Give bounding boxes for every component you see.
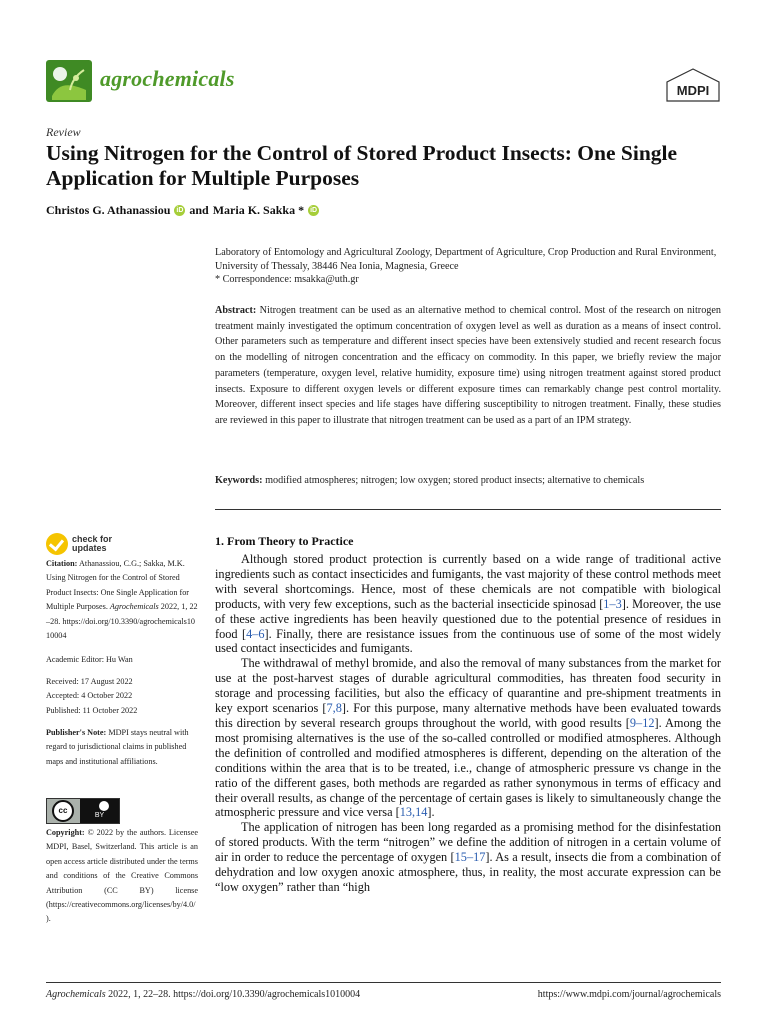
correspondence: * Correspondence: msakka@uth.gr <box>215 274 359 285</box>
abstract-text: Nitrogen treatment can be used as an alternative method to chemical control. Most of the research on nitrogen treatment mainly investigated the optimum concentration of oxygen level as well as duration as a means of insect control. Other parameters such as temperature and different insect species have been extensively studied and recent research focus on the modelling of nitrogen concentration and the efficacy on commodity. In this paper, we briefly review the major parameters (temperature, oxygen level, relative humidity, exposure time) using nitrogen treatment against stored product insects. Exposure to different oxygen levels or different exposure times can remarkably change pest control mortality. Moreover, different insect species and life stages have differing susceptibility to nitrogen treatment. Finally, these studies are reviewed in this paper to illustrate that nitrogen treatment can be used as a part of an IPM strategy. <box>215 305 721 426</box>
section-heading: 1. From Theory to Practice <box>215 534 354 548</box>
copyright-label: Copyright: <box>46 828 85 837</box>
cc-by-license-badge[interactable] <box>46 798 120 824</box>
check-updates-icon <box>46 533 68 555</box>
check-line1: check for <box>72 534 113 544</box>
body-text <box>215 552 721 895</box>
citation-link[interactable]: 1–3 <box>603 596 622 611</box>
publisher-note <box>46 726 198 769</box>
keywords-text: modified atmospheres; nitrogen; low oxygen; stored product insects; alternative to chemicals <box>265 475 645 486</box>
citation-link[interactable]: 7,8 <box>326 701 342 716</box>
journal-name: agrochemicals <box>100 66 235 91</box>
citation-link[interactable]: 15–17 <box>454 850 486 865</box>
publisher-note-label: Publisher's Note: <box>46 728 107 737</box>
dates-block <box>46 675 198 718</box>
keywords <box>215 474 725 488</box>
footer-divider <box>46 982 721 983</box>
paragraph-3: The application of nitrogen has been long regarded as a promising method for the disinfestation of stored products. With the term “nitrogen” we define the addition of nitrogen in a certain volume of air in order to reduce the percentage of oxygen [15–17]. As a result, insects die from a combination of dehydration and low oxygen anoxic atmosphere, thus, in reality, the most accurate expression can be “low oxygen” rather than “high <box>215 820 721 894</box>
affiliation: Laboratory of Entomology and Agricultural Zoology, Department of Agriculture, Crop Production and Rural Environment, University of Thessaly, 38446 Nea Ionia, Magnesia, Greece <box>215 247 717 272</box>
check-line2: updates <box>72 543 107 553</box>
author-connector: and <box>189 203 209 217</box>
article-type: Review <box>46 125 81 139</box>
affiliation-block <box>215 246 725 287</box>
author-2[interactable]: Maria K. Sakka * <box>212 203 305 217</box>
journal-logo-icon <box>46 60 92 102</box>
footer-journal-url[interactable]: https://www.mdpi.com/journal/agrochemicals <box>537 989 721 1000</box>
cc-icon: cc <box>52 800 74 822</box>
footer-doi[interactable]: 2022, 1, 22–28. https://doi.org/10.3390/agrochemicals1010004 <box>108 989 361 1000</box>
abstract <box>215 303 721 429</box>
keywords-label: Keywords: <box>215 475 263 486</box>
accepted-date: Accepted: 4 October 2022 <box>46 691 133 701</box>
mdpi-logo-icon <box>665 68 721 102</box>
citation-link[interactable]: 4–6 <box>246 626 265 641</box>
paragraph-1: Although stored product protection is currently based on a wide range of traditional active ingredients such as contact insecticides and fumigants, the vast majority of these control methods meet with several shortcomings. Hence, most of these chemicals are not compatible with biological products, with very few exceptions, such as the bacterial insecticide spinosad [1–3]. Moreover, the use of these active ingredients has been heavily questioned due to the potential presence of residues in food [4–6]. Finally, there are resistance issues from the continuous use of some of the most widely used contact insecticides and fumigants. <box>215 552 722 656</box>
svg-text:MDPI: MDPI <box>676 83 710 98</box>
citation-tail[interactable]: 2022, 1, 22–28. https://doi.org/10.3390/agrochemicals1010004 <box>46 602 198 641</box>
paragraph-2: The withdrawal of methyl bromide, and also the removal of many substances from the market for use at the post-harvest stages of durable agricultural commodities, has threaten food security in storage and processing facilities, but also the efficacy of quarantine and pre-shipment treatments in key export scenarios [7,8]. For this purpose, many alternative methods have been evaluated towards this direction by several research groups throughout the world, with good results [9–12]. Among the most promising alternatives is the use of the so-called controlled or modified atmospheres. Although the definition of controlled and modified atmospheres is different, depending on the alteration of the conditions within the area that is to be treated, i.e., change of atmospheric pressure vs change in the ratio of the different gases, both methods are regarded as rather synonymous in terms of efficacy and their overall results, as change of the percentage of certain gases is likely to simultaneously change the atmospheric pressure and vice versa [13,14]. <box>215 656 721 820</box>
author-list <box>46 203 319 218</box>
copyright-text: © 2022 by the authors. Licensee MDPI, Basel, Switzerland. This article is an open access article distributed under the terms and conditions of the Creative Commons Attribution (CC BY) license (https://creativecommons.org/licenses/by/4.0/). <box>46 828 199 924</box>
publisher-note-text: MDPI stays neutral with regard to jurisdictional claims in published maps and institutional affiliations. <box>46 728 189 766</box>
citation-block <box>46 557 198 643</box>
author-1[interactable]: Christos G. Athanassiou <box>46 203 171 217</box>
abstract-label: Abstract: <box>215 305 257 316</box>
citation-link[interactable]: 13,14 <box>399 805 428 820</box>
footer-journal: Agrochemicals <box>46 989 106 1000</box>
citation-link[interactable]: 9–12 <box>629 715 655 730</box>
orcid-icon[interactable]: iD <box>310 207 318 214</box>
orcid-icon[interactable]: iD <box>176 207 184 214</box>
received-date: Received: 17 August 2022 <box>46 677 133 686</box>
divider <box>215 509 721 510</box>
citation-text: Athanassiou, C.G.; Sakka, M.K. Using Nitrogen for the Control of Stored Product Insects: One Single Application for Multiple Purposes. <box>46 559 190 612</box>
by-icon: BY <box>80 799 119 823</box>
published-date: Published: 11 October 2022 <box>46 705 138 715</box>
check-for-updates-button[interactable] <box>46 533 112 555</box>
copyright-block <box>46 826 198 927</box>
citation-label: Citation: <box>46 559 78 568</box>
footer-citation <box>46 989 360 1000</box>
article-title: Using Nitrogen for the Control of Stored Product Insects: One Single Application for Multiple Purposes <box>46 141 678 190</box>
academic-editor: Academic Editor: Hu Wan <box>46 655 133 664</box>
citation-journal: Agrochemicals <box>109 602 159 612</box>
